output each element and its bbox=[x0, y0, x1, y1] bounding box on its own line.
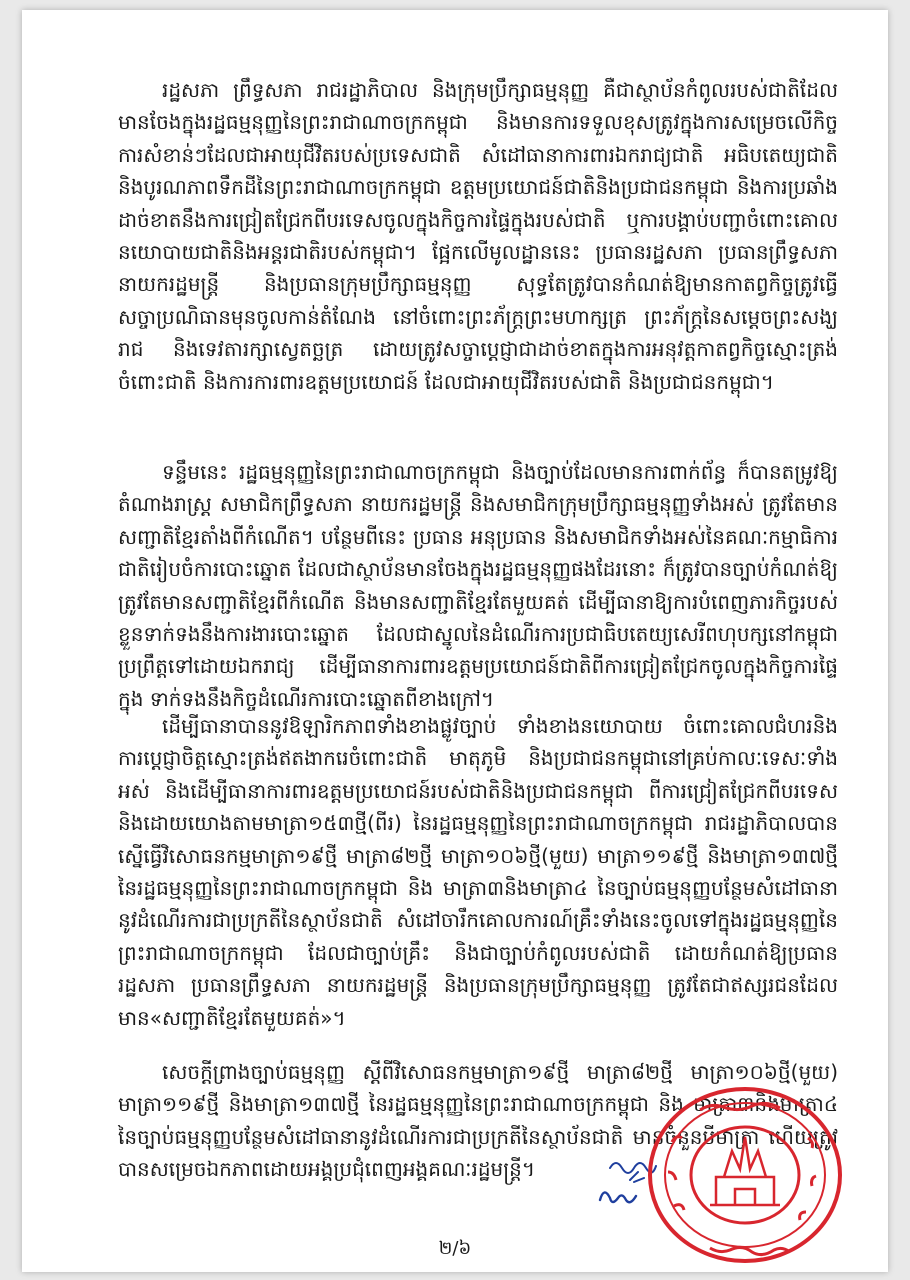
page-number: ២/៦ bbox=[438, 1238, 472, 1259]
paragraph-2: ទន្ទឹមនេះ រដ្ឋធម្មនុញ្ញនៃព្រះរាជាណាចក្រកម្ពុជា និងច្បាប់ដែលមានការពាក់ព័ន្ធ ក៏បានតម្រូវឱ្យតំណាងរាស្ត្រ សមាជិកព្រឹទ្ធសភា នាយករដ្ឋមន្ត្រី និងសមាជិកក្រុមប្រឹក្សាធម្មនុញ្ញទាំងអស់ ត្រូវតែមានសញ្ជាតិខ្មែរតាំងពីកំណើត។ បន្ថែមពីនេះ ប្រធាន អនុប្រធាន និងសមាជិកទាំងអស់នៃគណៈកម្មាធិការជាតិរៀបចំការបោះឆ្នោត ដែលជាស្ថាប័នមានចែងក្នុងរដ្ឋធម្មនុញ្ញផងដែរនោះ ក៏ត្រូវបានច្បាប់កំណត់ឱ្យត្រូវតែមានសញ្ជាតិខ្មែរពីកំណើត និងមានសញ្ជាតិខ្មែរតែមួយគត់ ដើម្បីធានាឱ្យការបំពេញភារកិច្ចរបស់ខ្លួនទាក់ទងនឹងការងារបោះឆ្នោត ដែលជាស្នូលនៃដំណើរការប្រជាធិបតេយ្យសេរីពហុបក្សនៅកម្ពុជា ប្រព្រឹត្តទៅដោយឯករាជ្យ ដើម្បីធានាការពារឧត្តមប្រយោជន៍ជាតិពីការជ្រៀតជ្រែកចូលក្នុងកិច្ចការផ្ទៃក្នុង ទាក់ទងនឹងកិច្ចដំណើរការបោះឆ្នោតពីខាងក្រៅ។ bbox=[118, 460, 838, 711]
paragraph-3: ដើម្បីធានាបាននូវឱឡារិកភាពទាំងខាងផ្លូវច្បាប់ ទាំងខាងនយោបាយ ចំពោះគោលជំហរនិងការប្តេជ្ញាចិត្តស្មោះត្រង់ឥតងាករេចំពោះជាតិ មាតុភូមិ និងប្រជាជនកម្ពុជានៅគ្រប់កាលៈទេសៈទាំងអស់ និងដើម្បីធានាការពារឧត្តមប្រយោជន៍របស់ជាតិនិងប្រជាជនកម្ពុជា ពីការជ្រៀតជ្រែកពីបរទេស និងដោយយោងតាមមាត្រា១៥៣ថ្មី(ពីរ) នៃរដ្ឋធម្មនុញ្ញនៃព្រះរាជាណាចក្រកម្ពុជា រាជរដ្ឋាភិបាលបានស្នើធ្វើវិសោធនកម្មមាត្រា១៩ថ្មី មាត្រា៨២ថ្មី មាត្រា១០៦ថ្មី(មួយ) មាត្រា១១៩ថ្មី និងមាត្រា១៣៧ថ្មី នៃរដ្ឋធម្មនុញ្ញនៃព្រះរាជាណាចក្រកម្ពុជា និង មាត្រា៣និងមាត្រា៤ នៃច្បាប់ធម្មនុញ្ញបន្ថែមសំដៅធានានូវដំណើរការជាប្រក្រតីនៃស្ថាប័នជាតិ សំដៅចារឹកគោលការណ៍គ្រឹះទាំងនេះចូលទៅក្នុងរដ្ឋធម្មនុញ្ញនៃព្រះរាជាណាចក្រកម្ពុជា ដែលជាច្បាប់គ្រឹះ និងជាច្បាប់កំពូលរបស់ជាតិ ដោយកំណត់ឱ្យប្រធានរដ្ឋសភា ប្រធានព្រឹទ្ធសភា នាយករដ្ឋមន្ត្រី និងប្រធានក្រុមប្រឹក្សាធម្មនុញ្ញ ត្រូវតែជាឥស្សរជនដែលមាន«សញ្ជាតិខ្មែរតែមួយគត់»។ bbox=[118, 714, 838, 1030]
paragraph-4: សេចក្តីព្រាងច្បាប់ធម្មនុញ្ញ ស្តីពីវិសោធនកម្មមាត្រា១៩ថ្មី មាត្រា៨២ថ្មី មាត្រា១០៦ថ្មី(មួយ) មាត្រា១១៩ថ្មី និងមាត្រា១៣៧ថ្មី នៃរដ្ឋធម្មនុញ្ញនៃព្រះរាជាណាចក្រកម្ពុជា និង មាត្រា៣និងមាត្រា៤ នៃច្បាប់ធម្មនុញ្ញបន្ថែមសំដៅធានានូវដំណើរការជាប្រក្រតីនៃស្ថាប័នជាតិ មានចំនួនបីមាត្រា ហើយត្រូវបានសម្រេចឯកភាពដោយអង្គប្រជុំពេញអង្គគណៈរដ្ឋមន្ត្រី។ bbox=[118, 1060, 838, 1182]
paragraph-1: រដ្ឋសភា ព្រឹទ្ធសភា រាជរដ្ឋាភិបាល និងក្រុមប្រឹក្សាធម្មនុញ្ញ គឺជាស្ថាប័នកំពូលរបស់ជាតិដែលមានចែងក្នុងរដ្ឋធម្មនុញ្ញនៃព្រះរាជាណាចក្រកម្ពុជា និងមានការទទួលខុសត្រូវក្នុងការសម្រេចលើកិច្ចការសំខាន់ៗដែលជាអាយុជីវិតរបស់ប្រទេសជាតិ សំដៅធានាការពារឯករាជ្យជាតិ អធិបតេយ្យជាតិ និងបូរណភាពទឹកដីនៃព្រះរាជាណាចក្រកម្ពុជា ឧត្តមប្រយោជន៍ជាតិនិងប្រជាជនកម្ពុជា និងការប្រឆាំងដាច់ខាតនឹងការជ្រៀតជ្រែកពីបរទេសចូលក្នុងកិច្ចការផ្ទៃក្នុងរបស់ជាតិ ឬការបង្គាប់បញ្ជាចំពោះគោលនយោបាយជាតិនិងអន្តរជាតិរបស់កម្ពុជា។ ផ្អែកលើមូលដ្ឋាននេះ ប្រធានរដ្ឋសភា ប្រធានព្រឹទ្ធសភា នាយករដ្ឋមន្ត្រី និងប្រធានក្រុមប្រឹក្សាធម្មនុញ្ញ សុទ្ធតែត្រូវបានកំណត់ឱ្យមានកាតព្វកិច្ចត្រូវធ្វើសច្ចាប្រណិធានមុនចូលកាន់តំណែង នៅចំពោះព្រះភ័ក្រ្តព្រះមហាក្សត្រ ព្រះភ័ក្ត្រនៃសម្តេចព្រះសង្ឃរាជ និងទេវតារក្សាស្វេតច្ឆត្រ ដោយត្រូវសច្ចាប្តេជ្ញាជាដាច់ខាតក្នុងការអនុវត្តកាតព្វកិច្ចស្មោះត្រង់ចំពោះជាតិ និងការការពារឧត្តមប្រយោជន៍ ដែលជាអាយុជីវិតរបស់ជាតិ និងប្រជាជនកម្ពុជា។ bbox=[118, 78, 838, 394]
